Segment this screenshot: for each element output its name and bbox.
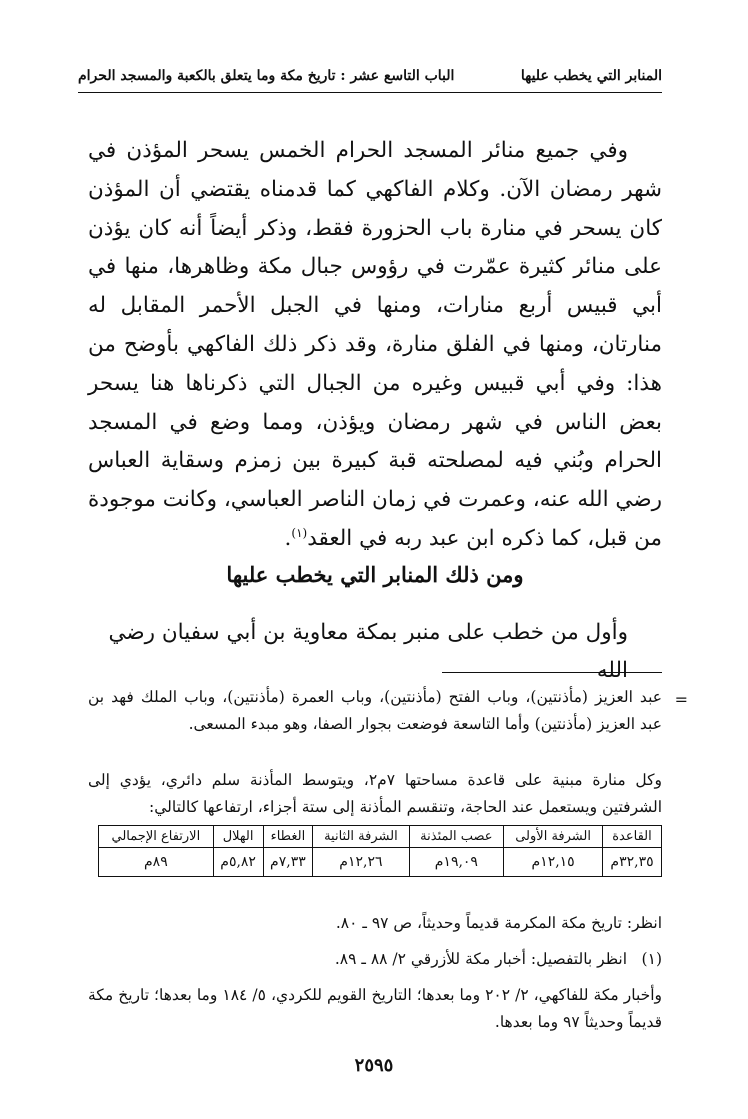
page-number: ٢٥٩٥ (354, 1055, 394, 1076)
footnote-1 (88, 946, 662, 973)
main-text (88, 132, 662, 559)
table-header-cell: الهلال (213, 826, 263, 848)
section-first-line: وأول من خطب على منبر بمكة معاوية بن أبي سفيان رضي الله (108, 620, 628, 683)
footnote-see-text: انظر: تاريخ مكة المكرمة قديماً وحديثاً، ص ٩٧ ـ ٨٠. (335, 914, 662, 932)
table-header-cell: القاعدة (603, 826, 662, 848)
footnote-1-continued (88, 982, 662, 1036)
table-header-cell: عصب المئذنة (409, 826, 504, 848)
footnote-reference[interactable]: (١) (291, 525, 308, 540)
table-header-cell: الشرفة الثانية (313, 826, 409, 848)
footnote-minaret-text: وكل منارة مبنية على قاعدة مساحتها ٧م٢، ويتوسط المأذنة سلم دائري، يؤدي إلى الشرفتين ويستعمل عند الحاجة، وتنقسم المأذنة إلى ستة أجزاء، ارتفاعها كالتالي: (88, 771, 662, 816)
footnote-continuation-mark: = (674, 690, 688, 709)
table-header-row (99, 826, 662, 848)
running-header (78, 64, 662, 88)
minaret-heights-table (98, 825, 662, 877)
footnote-1-more-text: وأخبار مكة للفاكهي، ٢/ ٢٠٢ وما بعدها؛ التاريخ القويم للكردي، ٥/ ١٨٤ وما بعدها؛ تاريخ مكة قديماً وحديثاً ٩٧ وما بعدها. (88, 986, 662, 1031)
table-cell: ٥,٨٢م (213, 848, 263, 877)
table-cell: ١٢,١٥م (504, 848, 603, 877)
section-heading: ومن ذلك المنابر التي يخطب عليها (226, 562, 524, 587)
body-paragraph-text: وفي جميع منائر المسجد الحرام الخمس يسحر المؤذن في شهر رمضان الآن. وكلام الفاكهي كما قدمناه يقتضي أن المؤذن كان يسحر في منارة باب الحزورة فقط، وذكر أيضاً أنه كان يؤذن على منائر كثيرة عمّرت في رؤوس جبال مكة وظاهرها، منها في أبي قبيس أربع منارات، ومنها في الجبل الأحمر المقابل له منارتان، ومنها في الفلق منارة، وقد ذكر ذلك الفاكهي بأوضح من هذا: وفي أبي قبيس وغيره من الجبال التي ذكرناها هنا يسحر بعض الناس في شهر رمضان ويؤذن، ومما وضع في المسجد الحرام وبُني فيه لمصلحته قبة كبيرة بين زمزم وسقاية العباس رضي الله عنه، وعمرت في زمان الناصر العباسي، وكانت موجودة من قبل، كما ذكره ابن عبد ربه في العقد (88, 138, 662, 551)
table-row (99, 848, 662, 877)
table-cell: ١٩,٠٩م (409, 848, 504, 877)
footnote-1-text: انظر بالتفصيل: أخبار مكة للأزرقي ٢/ ٨٨ ـ ٨٩. (334, 950, 628, 968)
table-cell: ١٢,٢٦م (313, 848, 409, 877)
header-section-title: المنابر التي يخطب عليها (520, 68, 662, 84)
table-cell: ٣٢,٣٥م (603, 848, 662, 877)
table-header-cell: الارتفاع الإجمالي (99, 826, 214, 848)
footnote-minaret-description (88, 767, 662, 821)
footnote-separator (442, 672, 662, 673)
footnote-see-reference (88, 910, 662, 937)
table-cell: ٧,٣٣م (263, 848, 313, 877)
body-paragraph (88, 132, 662, 559)
table-header-cell: الغطاء (263, 826, 313, 848)
paragraph-end: . (284, 525, 292, 551)
footnote-continued (88, 684, 662, 738)
header-chapter-title: الباب التاسع عشر : تاريخ مكة وما يتعلق بالكعبة والمسجد الحرام (78, 68, 455, 84)
footnote-1-number: (١) (641, 950, 662, 968)
table-header-cell: الشرفة الأولى (504, 826, 603, 848)
header-rule (78, 92, 662, 93)
footnote-continued-text: عبد العزيز (مأذنتين)، وباب الفتح (مأذنتين)، وباب العمرة (مأذنتين)، وباب الملك فهد بن عبد العزيز (مأذنتين) وأما التاسعة فوضعت بجوار الصفا، وهو مبدء المسعى. (88, 688, 662, 733)
footnote-1-line (88, 946, 662, 973)
table-cell: ٨٩م (99, 848, 214, 877)
